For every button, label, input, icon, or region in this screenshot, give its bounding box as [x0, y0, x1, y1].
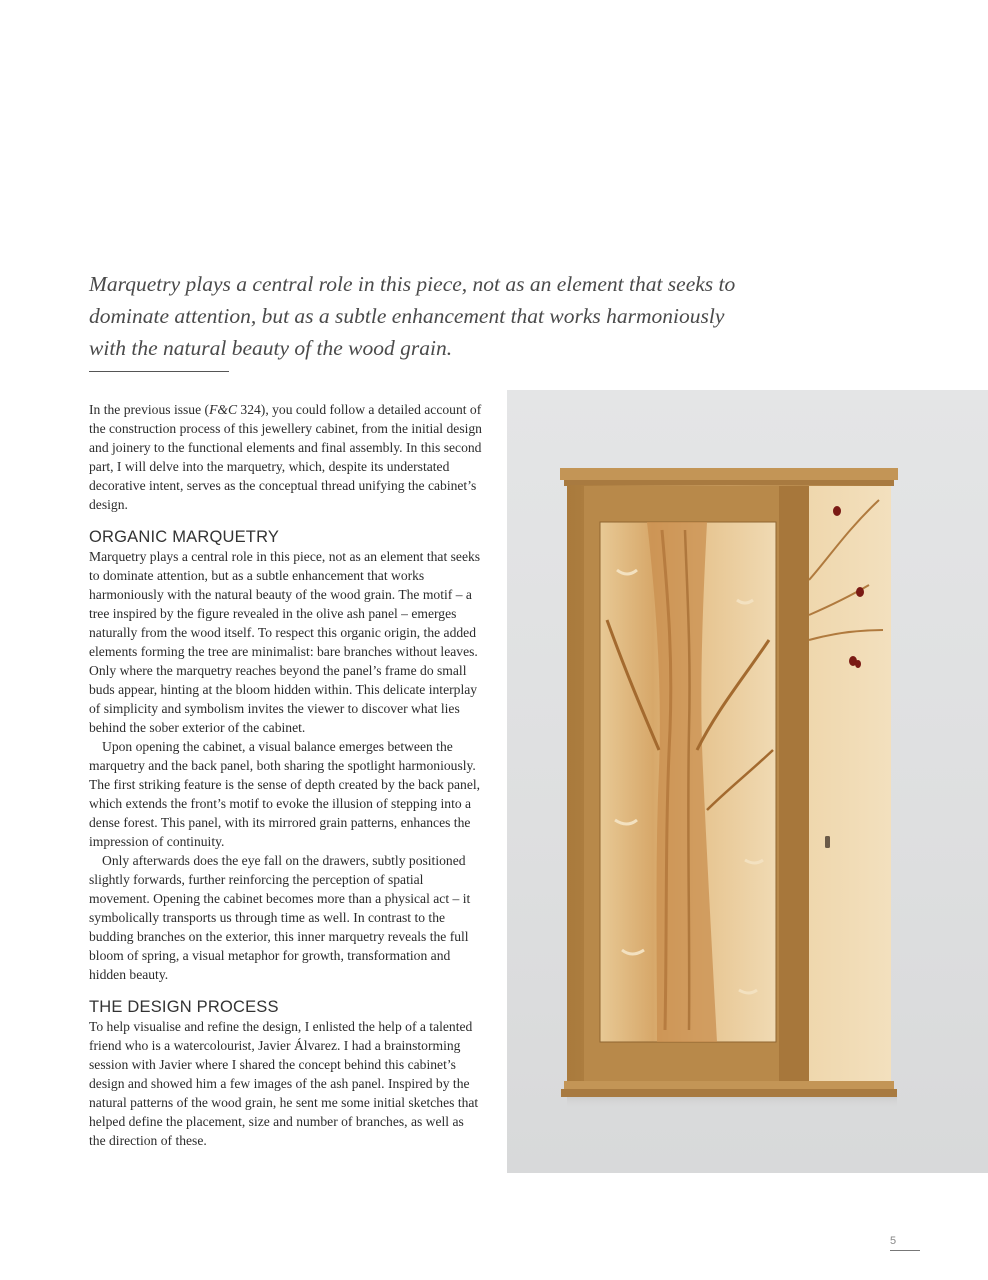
pull-quote: Marquetry plays a central role in this piece, not as an element that seeks to dominate attention, but as a subtle enhancement that works harmoniously with the natural beauty of the wood grain. — [89, 272, 736, 360]
section-heading-organic-marquetry: ORGANIC MARQUETRY — [89, 528, 280, 546]
intro-paragraph — [89, 400, 483, 514]
intro-text-end: 324), you could follow a detailed account of the construction process of this jewellery cabinet, from the initial design and joinery to the functional elements and final assembly. In this second part, I will delve into the marquetry, which, despite its understated decorative intent, serves as the conceptual thread unifying the cabinet’s design. — [89, 402, 482, 512]
body-paragraph: Marquetry plays a central role in this piece, not as an element that seeks to dominate attention, but as a subtle enhancement that works harmoniously with the natural beauty of the wood grain. The motif – a tree inspired by the figure revealed in the olive ash panel – emerges naturally from the wood itself. To respect this organic origin, the added elements forming the tree are minimalist: bare branches without leaves. Only where the marquetry reaches beyond the panel’s frame do small buds appear, hinting at the bloom hidden within. This delicate interplay of simplicity and symbolism invites the viewer to discover what lies behind the sober exterior of the cabinet. — [89, 549, 481, 735]
page-number-rule — [890, 1250, 920, 1251]
cabinet-plinth — [564, 1081, 894, 1089]
bud-marquetry — [856, 587, 864, 597]
cabinet-base — [561, 1089, 897, 1097]
intro-text-start: In the previous issue ( — [89, 402, 210, 417]
body-paragraph: Only afterwards does the eye fall on the drawers, subtly positioned slightly forwards, further reinforcing the perception of spatial movement. Opening the cabinet becomes more than a physical act – it symbolically transports us through time as well. In contrast to the budding branches on the exterior, this inner marquetry reveals the full bloom of spring, a visual metaphor for growth, transformation and hidden beauty. — [89, 853, 471, 982]
article-body — [89, 400, 483, 1150]
body-paragraph: To help visualise and refine the design, I enlisted the help of a talented friend who is a watercolourist, Javier Álvarez. I had a brainstorming session with Javier where I shared the concept behind this cabinet’s design and showed him a few images of the ash panel. Inspired by the natural patterns of the wood grain, he sent me some initial sketches that helped define the placement, size and number of branches, as well as the direction of these. — [89, 1019, 479, 1148]
bud-marquetry — [855, 660, 861, 668]
right-ash-door — [809, 486, 891, 1081]
key-icon — [825, 836, 830, 848]
page-number: 5 — [890, 1235, 897, 1247]
body-paragraph: Upon opening the cabinet, a visual balance emerges between the marquetry and the back panel, both sharing the spotlight harmoniously. The first striking feature is the sense of depth created by the back panel, which extends the front’s motif to evoke the illusion of stepping into a dense forest. This panel, with its mirrored grain patterns, enhances the impression of continuity. — [89, 739, 481, 849]
pull-quote-rule — [89, 371, 229, 372]
cabinet-top-moulding — [560, 468, 898, 480]
bud-marquetry — [833, 506, 841, 516]
magazine-reference: F&C — [209, 402, 238, 417]
section-heading-design-process: THE DESIGN PROCESS — [89, 998, 279, 1016]
center-stile — [779, 486, 809, 1081]
jewellery-cabinet-illustration — [507, 390, 988, 1173]
cabinet-photo — [507, 390, 988, 1173]
floor-shadow — [567, 1096, 897, 1110]
